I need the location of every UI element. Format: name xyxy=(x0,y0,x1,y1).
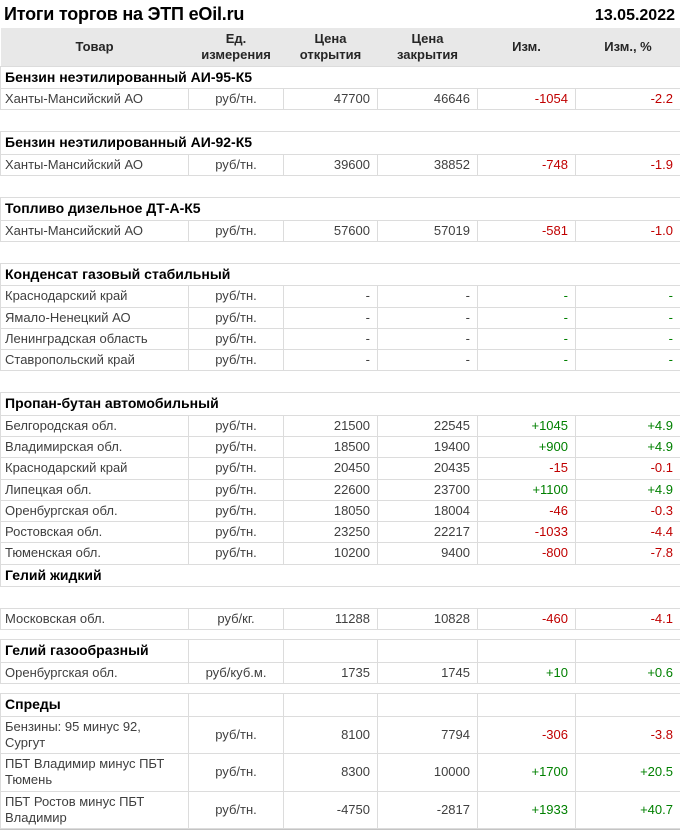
product-cell: Липецкая обл. xyxy=(1,479,189,500)
change-cell: +1700 xyxy=(478,754,576,792)
open-price-cell: 8100 xyxy=(284,716,378,754)
change-cell: -748 xyxy=(478,154,576,175)
titlebar xyxy=(0,0,680,28)
section-title-empty-cell xyxy=(378,694,478,717)
open-price-cell: 22600 xyxy=(284,479,378,500)
change-cell: - xyxy=(478,307,576,328)
table-row xyxy=(1,543,680,564)
column-header-0: Товар xyxy=(1,28,189,66)
open-price-cell: -4750 xyxy=(284,791,378,829)
change-cell: - xyxy=(478,350,576,371)
report-date: 13.05.2022 xyxy=(595,7,675,25)
close-price-cell: 38852 xyxy=(378,154,478,175)
open-price-cell: 18500 xyxy=(284,437,378,458)
product-cell: Белгородская обл. xyxy=(1,415,189,436)
section-title-row xyxy=(1,640,680,663)
close-price-cell: 23700 xyxy=(378,479,478,500)
section-title-row xyxy=(1,198,680,221)
product-cell: Владимирская обл. xyxy=(1,437,189,458)
change-pct-cell: +20.5 xyxy=(576,754,680,792)
spacer-cell xyxy=(1,176,680,198)
product-cell: Ханты-Мансийский АО xyxy=(1,220,189,241)
table-row xyxy=(1,662,680,683)
spacer-row xyxy=(1,371,680,393)
change-pct-cell: -1.0 xyxy=(576,220,680,241)
product-cell: Ростовская обл. xyxy=(1,522,189,543)
change-pct-cell: -4.4 xyxy=(576,522,680,543)
open-price-cell: 11288 xyxy=(284,609,378,630)
section-title-empty-cell xyxy=(576,640,680,663)
change-cell: -306 xyxy=(478,716,576,754)
section-title-empty-cell xyxy=(189,640,284,663)
spacer-cell xyxy=(1,241,680,263)
table-row xyxy=(1,328,680,349)
close-price-cell: 10000 xyxy=(378,754,478,792)
change-pct-cell: -1.9 xyxy=(576,154,680,175)
section-title-empty-cell xyxy=(576,694,680,717)
product-cell: Ямало-Ненецкий АО xyxy=(1,307,189,328)
change-pct-cell: - xyxy=(576,307,680,328)
close-price-cell: 19400 xyxy=(378,437,478,458)
change-pct-cell: +4.9 xyxy=(576,479,680,500)
table-row xyxy=(1,220,680,241)
open-price-cell: 10200 xyxy=(284,543,378,564)
change-cell: - xyxy=(478,328,576,349)
section-title-empty-cell xyxy=(284,694,378,717)
unit-cell: руб/тн. xyxy=(189,415,284,436)
open-price-cell: 18050 xyxy=(284,500,378,521)
change-pct-cell: +40.7 xyxy=(576,791,680,829)
section-title-empty-cell xyxy=(284,640,378,663)
section-title-empty-cell xyxy=(378,640,478,663)
open-price-cell: 1735 xyxy=(284,662,378,683)
open-price-cell: 8300 xyxy=(284,754,378,792)
section-title-row xyxy=(1,132,680,155)
table-row xyxy=(1,89,680,110)
product-cell: Ханты-Мансийский АО xyxy=(1,154,189,175)
open-price-cell: - xyxy=(284,328,378,349)
change-pct-cell: +4.9 xyxy=(576,415,680,436)
unit-cell: руб/тн. xyxy=(189,500,284,521)
unit-cell: руб/тн. xyxy=(189,754,284,792)
unit-cell: руб/тн. xyxy=(189,437,284,458)
table-row xyxy=(1,286,680,307)
change-pct-cell: -4.1 xyxy=(576,609,680,630)
change-pct-cell: -3.8 xyxy=(576,716,680,754)
change-cell: -1033 xyxy=(478,522,576,543)
unit-cell: руб/тн. xyxy=(189,522,284,543)
unit-cell: руб/тн. xyxy=(189,328,284,349)
gap-cell xyxy=(1,587,680,609)
table-row xyxy=(1,791,680,829)
table-row xyxy=(1,500,680,521)
open-price-cell: 21500 xyxy=(284,415,378,436)
section-title-row xyxy=(1,393,680,416)
section-title-empty-cell xyxy=(478,640,576,663)
column-header-1: Ед. измерения xyxy=(189,28,284,66)
product-cell: Ставропольский край xyxy=(1,350,189,371)
unit-cell: руб/тн. xyxy=(189,458,284,479)
section-title: Гелий жидкий xyxy=(1,564,680,587)
table-row xyxy=(1,154,680,175)
change-pct-cell: -0.1 xyxy=(576,458,680,479)
column-header-2: Цена открытия xyxy=(284,28,378,66)
unit-cell: руб/тн. xyxy=(189,286,284,307)
column-header-4: Изм. xyxy=(478,28,576,66)
unit-cell: руб/тн. xyxy=(189,791,284,829)
product-cell: Тюменская обл. xyxy=(1,543,189,564)
spacer-cell xyxy=(1,684,680,694)
table-row xyxy=(1,754,680,792)
change-cell: +10 xyxy=(478,662,576,683)
section-title-empty-cell xyxy=(478,694,576,717)
product-cell: Московская обл. xyxy=(1,609,189,630)
table-row xyxy=(1,716,680,754)
change-cell: -15 xyxy=(478,458,576,479)
close-price-cell: - xyxy=(378,350,478,371)
close-price-cell: -2817 xyxy=(378,791,478,829)
close-price-cell: 22545 xyxy=(378,415,478,436)
unit-cell: руб/тн. xyxy=(189,307,284,328)
change-cell: -581 xyxy=(478,220,576,241)
open-price-cell: 57600 xyxy=(284,220,378,241)
open-price-cell: - xyxy=(284,350,378,371)
section-title: Бензин неэтилированный АИ-95-К5 xyxy=(1,66,680,89)
close-price-cell: - xyxy=(378,286,478,307)
section-title-row xyxy=(1,263,680,286)
unit-cell: руб/тн. xyxy=(189,89,284,110)
change-pct-cell: -7.8 xyxy=(576,543,680,564)
open-price-cell: 20450 xyxy=(284,458,378,479)
close-price-cell: 7794 xyxy=(378,716,478,754)
change-cell: +900 xyxy=(478,437,576,458)
product-cell: Краснодарский край xyxy=(1,286,189,307)
close-price-cell: 20435 xyxy=(378,458,478,479)
unit-cell: руб/тн. xyxy=(189,543,284,564)
change-pct-cell: - xyxy=(576,328,680,349)
section-title-empty-cell xyxy=(189,694,284,717)
change-cell: -1054 xyxy=(478,89,576,110)
section-title: Конденсат газовый стабильный xyxy=(1,263,680,286)
results-table-container xyxy=(0,28,680,829)
product-cell: Краснодарский край xyxy=(1,458,189,479)
change-cell: +1933 xyxy=(478,791,576,829)
section-title-row xyxy=(1,564,680,587)
change-cell: - xyxy=(478,286,576,307)
table-row xyxy=(1,415,680,436)
table-row xyxy=(1,609,680,630)
unit-cell: руб/куб.м. xyxy=(189,662,284,683)
table-row xyxy=(1,350,680,371)
section-title: Гелий газообразный xyxy=(1,640,189,663)
close-price-cell: 9400 xyxy=(378,543,478,564)
change-cell: +1045 xyxy=(478,415,576,436)
change-pct-cell: -2.2 xyxy=(576,89,680,110)
change-pct-cell: - xyxy=(576,286,680,307)
product-cell: Ленинградская область xyxy=(1,328,189,349)
section-title: Спреды xyxy=(1,694,189,717)
change-cell: -800 xyxy=(478,543,576,564)
product-cell: ПБТ Владимир минус ПБТ Тюмень xyxy=(1,754,189,792)
spacer-row xyxy=(1,110,680,132)
close-price-cell: - xyxy=(378,307,478,328)
section-gap-row xyxy=(1,587,680,609)
unit-cell: руб/кг. xyxy=(189,609,284,630)
open-price-cell: - xyxy=(284,307,378,328)
table-row xyxy=(1,437,680,458)
spacer-cell xyxy=(1,371,680,393)
open-price-cell: - xyxy=(284,286,378,307)
product-cell: ПБТ Ростов минус ПБТ Владимир xyxy=(1,791,189,829)
results-table xyxy=(0,28,680,829)
product-cell: Бензины: 95 минус 92, Сургут xyxy=(1,716,189,754)
change-cell: +1100 xyxy=(478,479,576,500)
product-cell: Оренбургская обл. xyxy=(1,662,189,683)
close-price-cell: 22217 xyxy=(378,522,478,543)
change-cell: -46 xyxy=(478,500,576,521)
unit-cell: руб/тн. xyxy=(189,154,284,175)
change-pct-cell: +0.6 xyxy=(576,662,680,683)
close-price-cell: 10828 xyxy=(378,609,478,630)
spacer-cell xyxy=(1,110,680,132)
table-row xyxy=(1,522,680,543)
open-price-cell: 47700 xyxy=(284,89,378,110)
section-title: Топливо дизельное ДТ-А-К5 xyxy=(1,198,680,221)
column-header-3: Цена закрытия xyxy=(378,28,478,66)
unit-cell: руб/тн. xyxy=(189,350,284,371)
product-cell: Ханты-Мансийский АО xyxy=(1,89,189,110)
spacer-row xyxy=(1,241,680,263)
column-header-5: Изм., % xyxy=(576,28,680,66)
spacer-row xyxy=(1,176,680,198)
product-cell: Оренбургская обл. xyxy=(1,500,189,521)
table-row xyxy=(1,458,680,479)
change-pct-cell: -0.3 xyxy=(576,500,680,521)
spacer-row xyxy=(1,630,680,640)
unit-cell: руб/тн. xyxy=(189,716,284,754)
close-price-cell: 1745 xyxy=(378,662,478,683)
page-title: Итоги торгов на ЭТП eOil.ru xyxy=(4,4,244,25)
close-price-cell: 18004 xyxy=(378,500,478,521)
section-title-row xyxy=(1,66,680,89)
spacer-row xyxy=(1,684,680,694)
section-title: Пропан-бутан автомобильный xyxy=(1,393,680,416)
change-pct-cell: +4.9 xyxy=(576,437,680,458)
close-price-cell: 57019 xyxy=(378,220,478,241)
unit-cell: руб/тн. xyxy=(189,220,284,241)
table-row xyxy=(1,479,680,500)
section-title: Бензин неэтилированный АИ-92-К5 xyxy=(1,132,680,155)
change-pct-cell: - xyxy=(576,350,680,371)
change-cell: -460 xyxy=(478,609,576,630)
spacer-cell xyxy=(1,630,680,640)
unit-cell: руб/тн. xyxy=(189,479,284,500)
table-row xyxy=(1,307,680,328)
section-title-row xyxy=(1,694,680,717)
close-price-cell: 46646 xyxy=(378,89,478,110)
open-price-cell: 39600 xyxy=(284,154,378,175)
column-header-row xyxy=(1,28,680,66)
close-price-cell: - xyxy=(378,328,478,349)
open-price-cell: 23250 xyxy=(284,522,378,543)
